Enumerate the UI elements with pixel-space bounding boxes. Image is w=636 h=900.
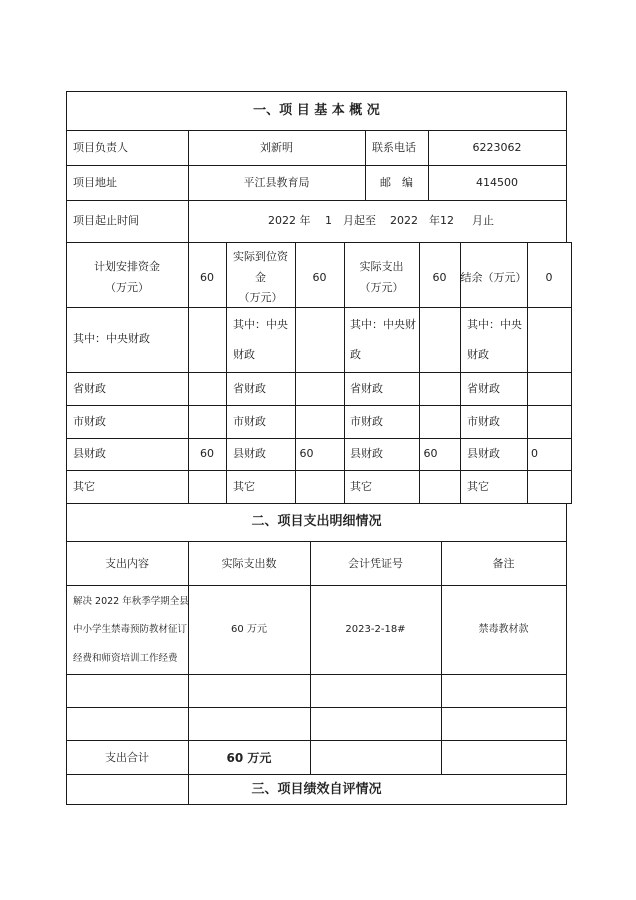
county-value-1: 60: [200, 447, 214, 460]
county-label-4: 县财政: [467, 447, 500, 460]
spent-unit: （万元）: [359, 281, 404, 294]
other-label-1: 其它: [73, 480, 95, 493]
expense-content-line-3: 经费和师资培训工作经费: [73, 653, 178, 664]
balance-label: 结余（万元）: [460, 271, 527, 284]
spent-label: 实际支出: [359, 260, 404, 273]
actual-funds-label: 实际到位资: [233, 250, 288, 263]
province-label-2: 省财政: [233, 382, 266, 395]
postcode-label: 邮 编: [380, 176, 413, 189]
section-title-expenses: 二、项目支出明细情况: [251, 514, 382, 529]
header-content: 支出内容: [105, 557, 149, 570]
expense-content-line-1: 解决 2022 年秋季学期全县: [73, 596, 189, 607]
planned-funds-value: 60: [200, 271, 214, 284]
city-label-4: 市财政: [467, 415, 500, 428]
planned-funds-unit: （万元）: [105, 281, 149, 294]
planned-funds-label: 计划安排资金: [94, 260, 160, 273]
county-label-1: 县财政: [73, 447, 106, 460]
spent-value: 60: [432, 271, 447, 284]
actual-funds-label-2: 金: [255, 271, 266, 284]
central-label-2b: 财政: [233, 348, 255, 361]
owner-value: 刘新明: [260, 141, 293, 154]
period-end-year: 2022 年: [390, 214, 440, 227]
phone-value: 6223062: [472, 141, 522, 154]
central-label-3a: 其中：中央财: [350, 318, 416, 331]
total-label: 支出合计: [105, 751, 149, 764]
phone-label: 联系电话: [372, 141, 416, 154]
province-label-4: 省财政: [467, 382, 500, 395]
period-start-year: 2022 年: [268, 214, 311, 227]
central-label-4a: 其中：中央: [467, 318, 522, 331]
expense-note: 禁毒教材款: [478, 624, 529, 635]
central-label-1: 其中：中央财政: [73, 332, 150, 345]
header-voucher: 会计凭证号: [348, 557, 403, 570]
header-note: 备注: [492, 557, 515, 570]
central-label-3b: 政: [350, 348, 361, 361]
actual-funds-unit: （万元）: [238, 291, 283, 304]
period-end-suffix: 月止: [472, 214, 494, 227]
province-label-3: 省财政: [350, 382, 383, 395]
total-value: 60 万元: [226, 751, 272, 765]
section-title-performance: 三、项目绩效自评情况: [251, 782, 382, 797]
expense-content-line-2: 中小学生禁毒预防教材征订: [73, 624, 188, 635]
county-value-3: 60: [423, 447, 438, 460]
central-label-4b: 财政: [467, 348, 489, 361]
header-amount: 实际支出数: [221, 557, 277, 570]
county-value-2: 60: [299, 447, 314, 460]
address-value: 平江县教育局: [243, 176, 310, 189]
postcode-value: 414500: [476, 176, 518, 189]
period-start-month: 1 月起至: [325, 214, 376, 227]
other-label-3: 其它: [350, 480, 372, 493]
other-label-4: 其它: [467, 480, 489, 493]
balance-value: 0: [545, 271, 553, 284]
city-label-3: 市财政: [350, 415, 383, 428]
period-label: 项目起止时间: [73, 214, 139, 227]
owner-label: 项目负责人: [73, 141, 128, 154]
province-label-1: 省财政: [73, 382, 106, 395]
period-end-month: 12: [440, 214, 454, 227]
address-label: 项目地址: [73, 176, 117, 189]
city-label-2: 市财政: [233, 415, 266, 428]
county-value-4: 0: [531, 447, 538, 460]
central-label-2a: 其中：中央: [233, 318, 288, 331]
section-title-basic: 一、项 目 基 本 概 况: [253, 103, 380, 118]
county-label-3: 县财政: [350, 447, 383, 460]
other-label-2: 其它: [233, 480, 255, 493]
county-label-2: 县财政: [233, 447, 266, 460]
city-label-1: 市财政: [73, 415, 106, 428]
expense-voucher: 2023-2-18#: [345, 624, 406, 635]
expense-amount: 60 万元: [231, 624, 267, 635]
actual-funds-value: 60: [312, 271, 327, 284]
